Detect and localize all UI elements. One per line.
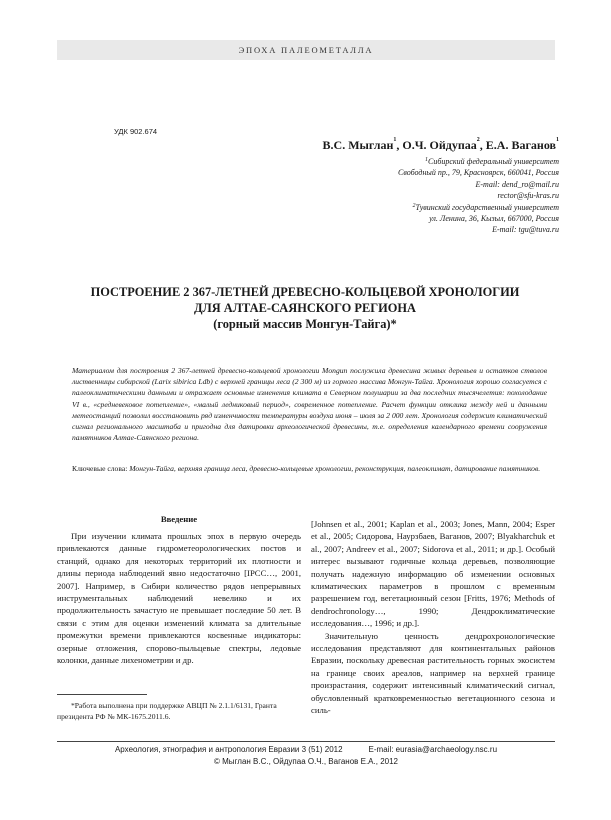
keywords-text: Монгун-Тайга, верхняя граница леса, древесно-кольцевые хронологии, реконструкция, палеоклимат, датирование памятников. (129, 464, 541, 473)
paragraph: При изучении климата прошлых эпох в первую очередь привлекаются данные гидрометеорологических постов и станций, однако для некоторых территорий их плотности и длины периода наблюдений явно недостаточно [IPCC…, 2001, 2007]. Например, в Сибири количество рядов непрерывных инструментальных наблюдений невелико и их продолжительность зачастую не превышает последние 50 лет. В связи с этим для оценки изменений климата за длительные промежутки времени привлекаются косвенные индикаторы: озерные отложения, спорово-пыльцевые спектры, ледовые колонки, данные лихенометрии и др. (57, 531, 301, 666)
author-3-affiliation: 1 (556, 137, 559, 143)
author-2-affiliation: 2 (476, 137, 480, 143)
footnote: *Работа выполнена при поддержке АВЦП № 2.1.1/6131, Гранта президента РФ № МК-1675.2011.6. (57, 701, 277, 721)
paragraph: Значительную ценность дендрохронологические исследования представляют для континентальных районов Евразии, поскольку древесная растительность горных экосистем на границе своих ареалов, например на верхней границе произрастания, содержит интенсивный климатический сигнал, обусловленный кратковременностью вегетационного сезона и силь- (311, 630, 555, 716)
author-3: Е.А. Ваганов (485, 138, 556, 152)
footnote-divider (57, 694, 147, 695)
author-1: В.С. Мыглан (322, 138, 394, 152)
section-title: ЭПОХА ПАЛЕОМЕТАЛЛА (238, 45, 374, 55)
author-list: В.С. Мыглан$^1$, О.Ч. Ойдупаа$^2$, Е.А. Ваганов$^1$ (322, 137, 559, 152)
journal-citation: Археология, этнография и антропология Евразии 3 (51) 2012 (114, 745, 343, 754)
affiliation-2-org: $^2$Тувинский государственный университет (412, 202, 559, 212)
section-heading: Введение (160, 514, 198, 524)
title-line-1: ПОСТРОЕНИЕ 2 367-ЛЕТНЕЙ ДРЕВЕСНО-КОЛЬЦЕВОЙ ХРОНОЛОГИИ (90, 285, 520, 299)
keywords-label: Ключевые слова: (72, 464, 130, 473)
author-2: О.Ч. Ойдупаа (402, 138, 477, 152)
author-1-affiliation: 1 (393, 137, 397, 143)
affiliation-1-org: $^1$Сибирский федеральный университет (425, 157, 559, 166)
affiliation-1-email: E-mail: dend_ro@mail.ru (475, 179, 559, 189)
affiliation-2-address: ул. Ленина, 36, Кызыл, 667000, Россия (429, 214, 559, 224)
journal-footer (57, 745, 555, 754)
affiliation-2-email: E-mail: tgu@tuva.ru (492, 225, 559, 235)
copyright: © Мыглан В.С., Ойдупаа О.Ч., Ваганов Е.А., 2012 (214, 757, 398, 766)
footer-divider (57, 741, 555, 742)
paragraph: [Johnsen et al., 2001; Kaplan et al., 2003; Jones, Mann, 2004; Esper et al., 2005; Сидорова, Наурзбаев, Ваганов, 2007; Blyakharchuk et al., 2007; Andreev et al., 2007; Sidorova et al., 2011; и др.]. Особый интерес вызывают годичные кольца деревьев, позволяющие получать надежную информацию об изменении основных климатических параметров в прошлом с временным разрешением год, вегетационный сезон [Fritts, 1976; Methods of dendrochronology…, 1990; Дендроклиматические исследования…, 1996; и др.]. (311, 519, 555, 629)
column-right (311, 518, 555, 717)
running-header (57, 40, 555, 60)
affiliations (259, 156, 559, 236)
udk-code: УДК 902.674 (114, 127, 158, 136)
title-line-2: ДЛЯ АЛТАЕ-САЯНСКОГО РЕГИОНА (194, 301, 416, 315)
affiliation-1-address: Свободный пр., 79, Красноярск, 660041, Россия (398, 168, 559, 178)
abstract: Материалом для построения 2 367-летней древесно-кольцевой хронологии Mongun послужила древесина живых деревьев и остатков стволов лиственницы сибирской (Larix sibirica Ldb) с верхней границы леса (2 300 м) из горного массива Монгун-Тайга. Хронология хорошо согласуется с палеоклиматическими данными и отражает основные изменения климата в Северном полушарии за два последних тысячелетия: похолодание VI в., «средневековое потепление», «малый ледниковый период», современное потепление. Расчет функции отклика между ней и данными метеостанций позволил восстановить ряд изменчивости температуры воздуха июня – июля за 2 000 лет. Хронология содержит климатический сигнал регионального масштаба и пригодна для датировки археологической древесины, т.е. определения календарного времени сооружения памятников Алтае-Саянского региона. (72, 366, 547, 443)
journal-email: E-mail: eurasia@archaeology.nsc.ru (368, 745, 498, 754)
keywords (72, 463, 547, 474)
column-left (57, 530, 301, 666)
affiliation-1-email-2: rector@sfu-kras.ru (497, 191, 559, 201)
title-line-3: (горный массив Монгун-Тайга)* (213, 317, 397, 331)
article-title (60, 284, 550, 332)
